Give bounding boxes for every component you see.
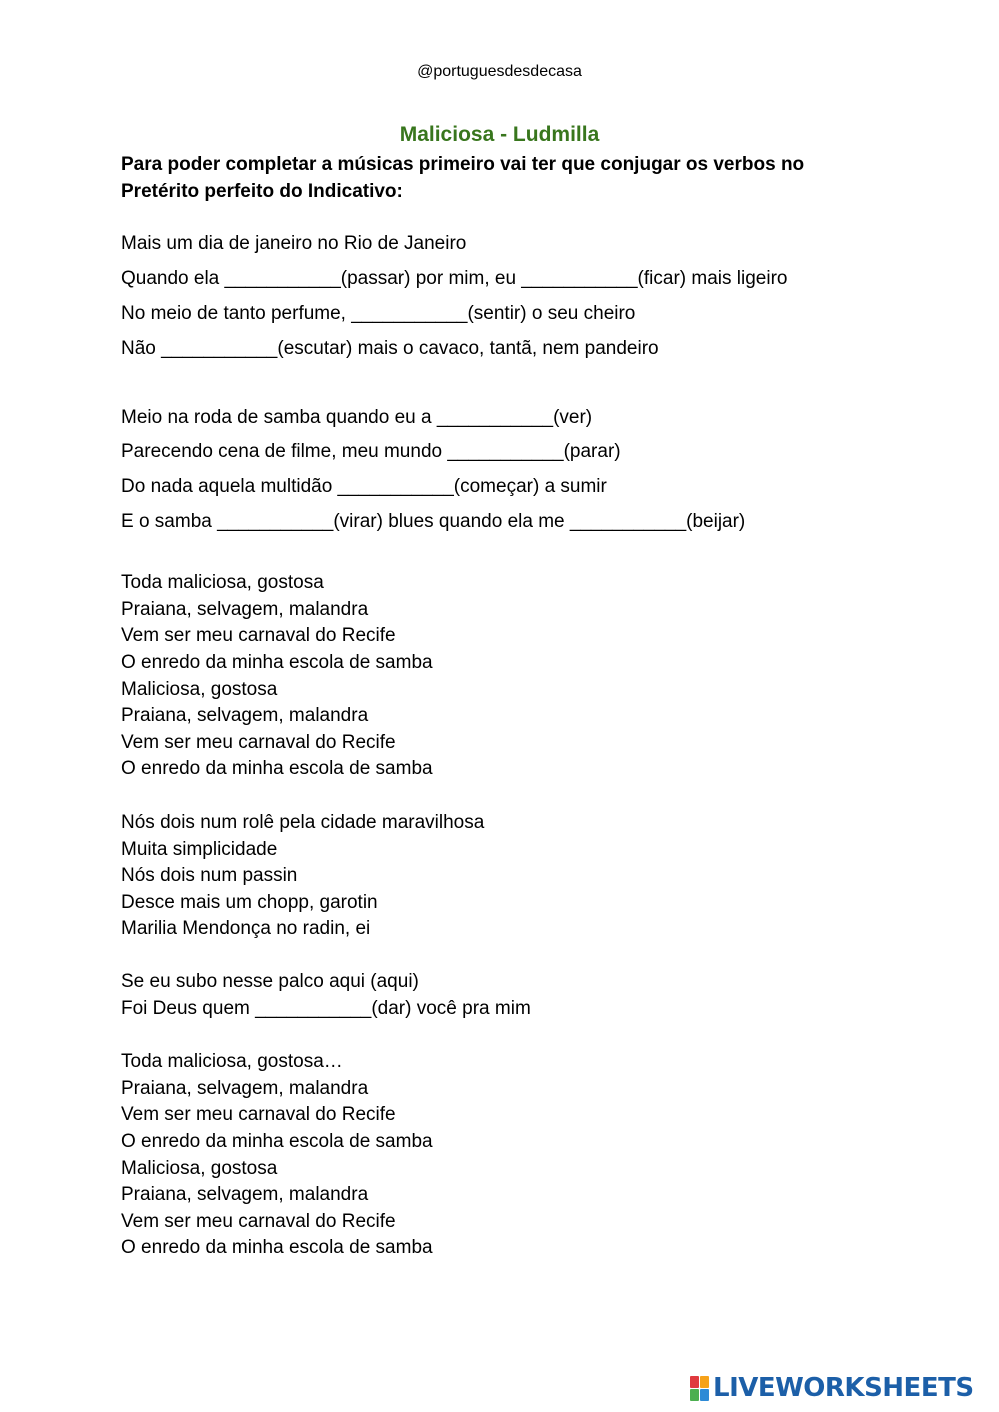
lyric-line: Mais um dia de janeiro no Rio de Janeiro: [121, 233, 467, 254]
lyric-line: Foi Deus quem ___________(dar) você pra mim: [121, 998, 531, 1019]
lyric-line: Vem ser meu carnaval do Recife: [121, 625, 396, 646]
lyric-line: No meio de tanto perfume, ___________(sentir) o seu cheiro: [121, 303, 636, 324]
lyric-line: Desce mais um chopp, garotin: [121, 892, 378, 913]
lyric-line: Marilia Mendonça no radin, ei: [121, 918, 371, 939]
lyric-line: Toda maliciosa, gostosa: [121, 572, 324, 593]
lyric-line: Praiana, selvagem, malandra: [121, 599, 369, 620]
logo-mark-cell: [700, 1376, 709, 1388]
liveworksheets-logo: [690, 1374, 974, 1402]
lyric-line: Muita simplicidade: [121, 839, 278, 860]
lyric-line: Se eu subo nesse palco aqui (aqui): [121, 971, 419, 992]
lyric-line: Nós dois num passin: [121, 865, 298, 886]
lyric-line: Vem ser meu carnaval do Recife: [121, 1104, 396, 1125]
lyric-line: Meio na roda de samba quando eu a ___________(ver): [121, 407, 593, 428]
lyric-line: O enredo da minha escola de samba: [121, 1131, 433, 1152]
lyric-line: Quando ela ___________(passar) por mim, eu ___________(ficar) mais ligeiro: [121, 268, 788, 289]
lyric-line: Praiana, selvagem, malandra: [121, 705, 369, 726]
logo-mark-cell: [700, 1389, 709, 1401]
liveworksheets-logo-text: LIVEWORKSHEETS: [713, 1373, 974, 1403]
lyric-line: Vem ser meu carnaval do Recife: [121, 1211, 396, 1232]
lyric-line: Nós dois num rolê pela cidade maravilhosa: [121, 812, 485, 833]
lyric-line: Maliciosa, gostosa: [121, 1158, 278, 1179]
lyric-line: Toda maliciosa, gostosa…: [121, 1051, 343, 1072]
lyric-line: Parecendo cena de filme, meu mundo ___________(parar): [121, 441, 621, 462]
author-handle: @portuguesdesdecasa: [417, 63, 582, 80]
page-title: Maliciosa - Ludmilla: [399, 123, 600, 146]
logo-mark-cell: [690, 1376, 699, 1388]
lyric-line: O enredo da minha escola de samba: [121, 1237, 433, 1258]
lyric-line: Praiana, selvagem, malandra: [121, 1184, 369, 1205]
lyric-line: Vem ser meu carnaval do Recife: [121, 732, 396, 753]
lyric-line: Praiana, selvagem, malandra: [121, 1078, 369, 1099]
lyric-line: E o samba ___________(virar) blues quando ela me ___________(beijar): [121, 511, 746, 532]
lyric-line: Não ___________(escutar) mais o cavaco, tantã, nem pandeiro: [121, 338, 659, 359]
lyric-line: Maliciosa, gostosa: [121, 679, 278, 700]
logo-mark-cell: [690, 1389, 699, 1401]
lyric-line: Do nada aquela multidão ___________(começar) a sumir: [121, 476, 607, 497]
instructions: Para poder completar a músicas primeiro vai ter que conjugar os verbos no Pretérito perfeito do Indicativo:: [121, 154, 805, 202]
lyric-line: O enredo da minha escola de samba: [121, 652, 433, 673]
liveworksheets-logo-icon: [690, 1376, 709, 1401]
lyric-line: O enredo da minha escola de samba: [121, 758, 433, 779]
